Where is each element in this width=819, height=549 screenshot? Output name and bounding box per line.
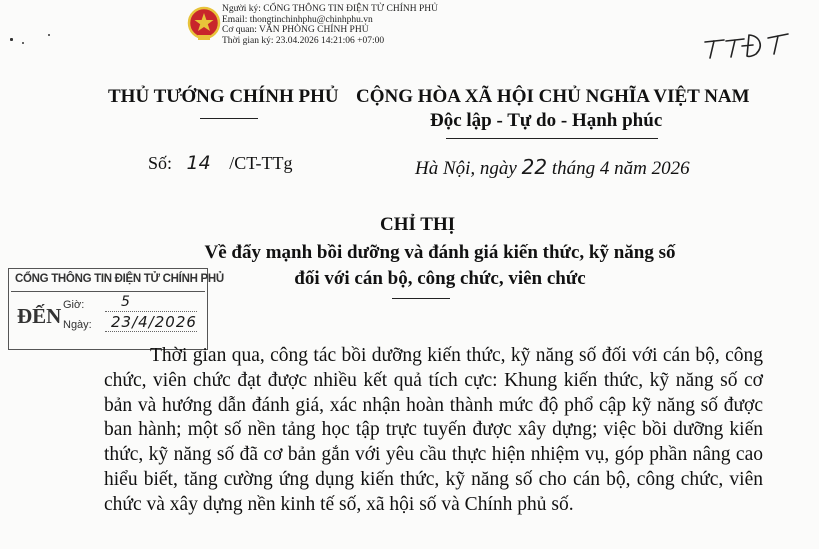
stamp-gio-label: Giờ: [63, 299, 85, 311]
handwritten-note [700, 26, 800, 66]
authority-underline [200, 118, 258, 119]
document-type: CHỈ THỊ [380, 214, 456, 235]
document-number [148, 152, 293, 174]
national-emblem-icon [187, 6, 221, 42]
document-title-line2: đối với cán bộ, công chức, viên chức [294, 268, 586, 289]
document-number-suffix: /CT-TTg [229, 153, 293, 173]
document-number-prefix: Số: [148, 153, 173, 173]
document-number-handwritten: 14 [186, 152, 211, 174]
date-month-year: tháng 4 năm 2026 [551, 158, 690, 179]
place-date [415, 155, 690, 180]
stamp-header: CỔNG THÔNG TIN ĐIỆN TỬ CHÍNH PHỦ [15, 273, 224, 285]
stamp-den-label: ĐẾN [17, 304, 62, 328]
scan-speck [22, 42, 24, 44]
scan-speck [10, 38, 13, 41]
motto-underline [446, 138, 658, 139]
national-motto: Độc lập - Tự do - Hạnh phúc [430, 110, 663, 131]
stamp-ngay-label: Ngày: [63, 319, 92, 331]
body-paragraph: Thời gian qua, công tác bồi dưỡng kiến thức, kỹ năng số đối với cán bộ, công chức, viên chức đạt được nhiều kết quả tích cực: Khung kiến thức, kỹ năng số cơ bản và hướng dẫn đánh giá, xác nhận hoàn thành mức độ phổ cập kỹ năng số được ban hành; một số nền tảng học tập trực tuyến được xây dựng; việc bồi dưỡng kiến thức, kỹ năng số đã cơ bản gắn với yêu cầu thực hiện nhiệm vụ, góp phần nâng cao hiểu biết, tăng cường ứng dụng kiến thức, kỹ năng số cho cán bộ, công chức, viên chức và xây dựng nền kinh tế số, xã hội số và Chính phủ số. [104, 345, 763, 515]
stamp-dotted-line [105, 331, 197, 332]
signature-agency: Cơ quan: VĂN PHÒNG CHÍNH PHỦ [222, 25, 369, 36]
received-stamp [8, 268, 224, 350]
stamp-dotted-line [105, 311, 197, 312]
scan-speck [48, 34, 50, 36]
national-title: CỘNG HÒA XÃ HỘI CHỦ NGHĨA VIỆT NAM [356, 86, 750, 107]
signature-time: Thời gian ký: 23.04.2026 14:21:06 +07:00 [222, 35, 385, 46]
issuing-authority: THỦ TƯỚNG CHÍNH PHỦ [108, 86, 339, 107]
stamp-divider [11, 291, 205, 292]
date-day-handwritten: 22 [521, 155, 548, 179]
stamp-gio-value: 5 [121, 294, 130, 310]
document-title [170, 240, 710, 292]
title-underline [392, 298, 450, 299]
signature-signer: Người ký: CỔNG THÔNG TIN ĐIỆN TỬ CHÍNH PHỦ [222, 4, 438, 14]
digital-signature-info [222, 4, 438, 46]
stamp-ngay-value: 23/4/2026 [111, 313, 197, 331]
signature-email: Email: thongtinchinhphu@chinhphu.vn [222, 14, 373, 25]
place-label: Hà Nội, ngày [415, 158, 517, 179]
document-title-line1: Về đẩy mạnh bồi dưỡng và đánh giá kiến thức, kỹ năng số [204, 242, 676, 263]
